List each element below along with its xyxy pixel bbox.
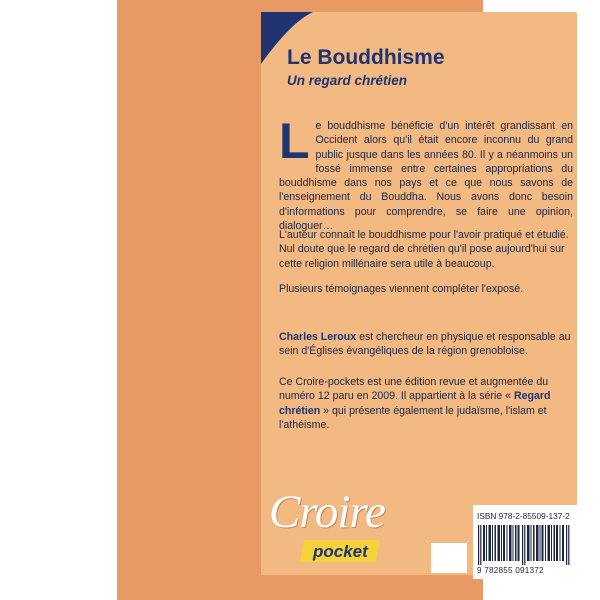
edition-paragraph (279, 375, 573, 432)
pocket-logo-label: pocket (313, 542, 368, 561)
barcode-digits: 9 782855 091372 (477, 566, 544, 575)
author-bio-text: est chercheur en physique et responsable au sein d'Églises évangéliques de la région grenobloise. (279, 331, 571, 358)
cover-panel (261, 12, 577, 575)
intro-paragraph (279, 113, 573, 233)
barcode-icon (478, 525, 572, 565)
book-subtitle: Un regard chrétien (287, 73, 408, 88)
author-name: Charles Leroux (279, 331, 357, 343)
edition-text-after: » qui présente également le judaïsme, l'islam et l'athéisme. (279, 404, 547, 431)
author-experience-paragraph: L'auteur connaît le bouddhisme pour l'avoir pratiqué et étudié. Nul doute que le regard de chrétien qu'il pose aujourd'hui sur cette religion millénaire sera utile à beaucoup. (279, 229, 569, 270)
barcode-box (473, 505, 577, 579)
isbn-label: ISBN 978-2-85509-137-2 (477, 511, 570, 521)
series-name: Regard chrétien (279, 390, 551, 417)
author-bio-paragraph (279, 330, 573, 359)
edition-text-before: Ce Croire-pockets est une édition revue et augmentée du numéro 12 paru en 2009. Il appartient à la série « (279, 376, 549, 403)
intro-paragraph-text: e bouddhisme bénéficie d'un intérêt grandissant en Occident alors qu'il était encore inconnu du grand public jusque dans les années 80. Il y a néanmoins un fossé immense entre certaines appropriations du bouddhisme dans nos pays et ce que nous savons de l'enseignement du Bouddha. Nous avons donc besoin d'informations pour comprendre, se faire une opinion, dialoguer… (279, 120, 573, 233)
book-title: Le Bouddhisme (287, 46, 445, 69)
book-back-cover (117, 0, 573, 600)
testimonies-paragraph: Plusieurs témoignages viennent compléter l'exposé. (279, 283, 524, 295)
drop-cap: L (279, 113, 310, 169)
croire-logo: Croire (269, 486, 385, 538)
price-box (431, 543, 467, 573)
